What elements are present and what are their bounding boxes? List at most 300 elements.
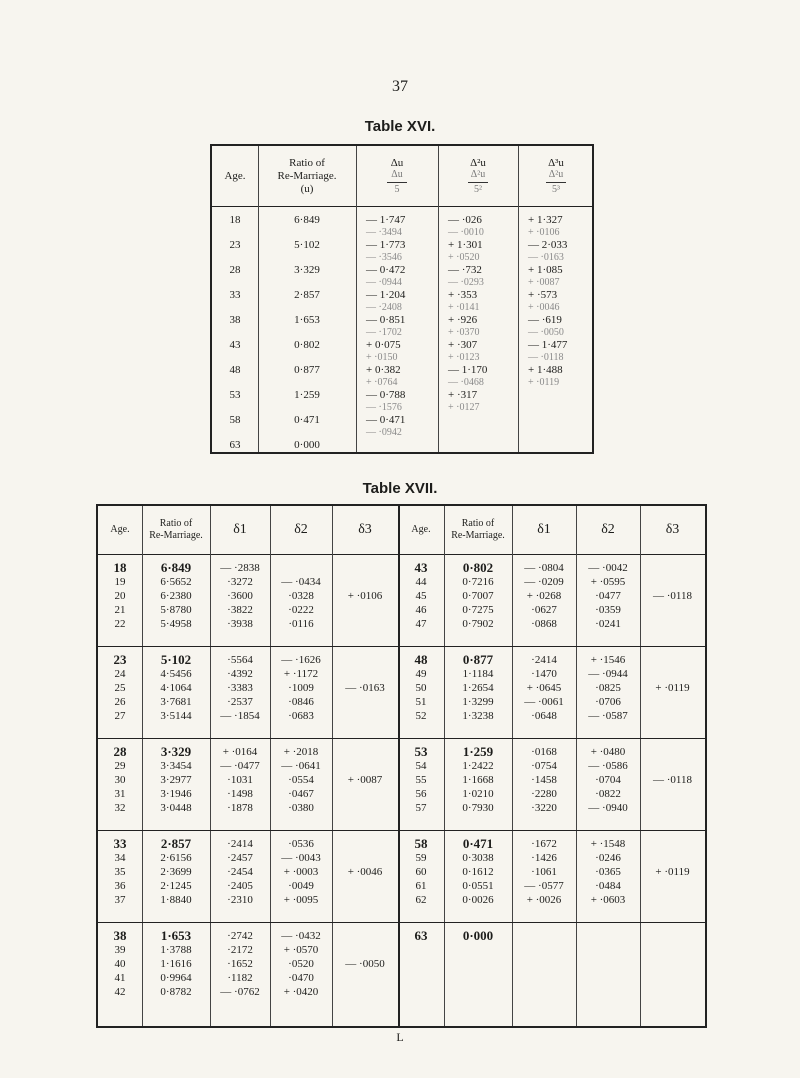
cell-d1: — ·2838 [220, 562, 260, 574]
cell-u: 3·5144 [160, 710, 192, 722]
cell-u: 0·1612 [462, 866, 494, 878]
cell-age: 32 [114, 802, 126, 814]
cell-d3: + ·0046 [347, 866, 383, 878]
header-ratio-right [444, 506, 512, 554]
cell-u: 3·3454 [160, 760, 192, 772]
table-row [212, 439, 592, 454]
cell-d2: + ·1546 [590, 654, 626, 666]
cell-d3: — 1·477 [528, 339, 568, 351]
header-delta2-rule [468, 182, 488, 183]
cell-u: 1·259 [462, 744, 494, 759]
header-ratio-line1: Ratio of [461, 518, 495, 529]
cell-d2 [576, 972, 640, 984]
cell-d2: + ·0570 [283, 944, 319, 956]
cell-age: 60 [415, 866, 427, 878]
header-delta3-left [332, 506, 398, 554]
cell-d2: — ·0468 [448, 376, 484, 388]
header-delta3 [518, 146, 594, 206]
cell-d1: — 1·747 [366, 214, 406, 226]
cell-d1: ·0648 [531, 710, 557, 722]
cell-u: 1·653 [294, 314, 320, 326]
cell-d2: ·1009 [288, 682, 314, 694]
cell-d1: ·1878 [227, 802, 253, 814]
cell-d1: — 0·851 [366, 314, 406, 326]
cell-d1: ·4392 [227, 668, 253, 680]
cell-d2: — ·0586 [588, 760, 628, 772]
cell-d3: + ·573 [528, 289, 558, 301]
cell-u: 3·0448 [160, 802, 192, 814]
cell-d2: ·0241 [595, 618, 621, 630]
cell-d1: ·1061 [531, 866, 557, 878]
cell-d1: ·1426 [531, 852, 557, 864]
cell-age [398, 958, 444, 970]
cell-u [444, 986, 512, 998]
cell-d3: + ·0046 [528, 301, 560, 313]
cell-d2: + ·1172 [283, 668, 319, 680]
cell-d1: ·0627 [531, 604, 557, 616]
cell-d1: ·2742 [227, 930, 253, 942]
cell-age: 43 [229, 339, 241, 351]
cell-age: 33 [229, 289, 241, 301]
cell-d2: ·0822 [595, 788, 621, 800]
cell-age: 56 [415, 788, 427, 800]
cell-d2: — ·0940 [588, 802, 628, 814]
cell-d2: — ·0434 [281, 576, 321, 588]
header-delta1-label: δ1 [233, 522, 247, 537]
cell-age: 43 [414, 560, 428, 575]
cell-d1: — ·0477 [220, 760, 260, 772]
cell-d1: — 0·472 [366, 264, 406, 276]
cell-d2: ·0520 [288, 958, 314, 970]
group-separator [98, 646, 705, 647]
cell-d2: + ·0127 [448, 401, 480, 413]
cell-d2: ·0825 [595, 682, 621, 694]
cell-d2: — ·0293 [448, 276, 484, 288]
cell-age: 46 [415, 604, 427, 616]
column-divider [640, 506, 641, 1026]
cell-d1: + ·0026 [526, 894, 562, 906]
cell-d1: — 0·471 [366, 414, 406, 426]
cell-d1: — ·0209 [524, 576, 564, 588]
header-delta1-left [210, 506, 270, 554]
cell-d1: + ·0764 [366, 376, 398, 388]
table-16-header [212, 146, 592, 207]
cell-d1: ·0868 [531, 618, 557, 630]
cell-d3: + ·0119 [528, 376, 560, 388]
header-ratio-left [142, 506, 210, 554]
cell-d1: — 0·788 [366, 389, 406, 401]
cell-d1: — ·0944 [366, 276, 402, 288]
cell-u: 4·5456 [160, 668, 192, 680]
cell-d1: — ·3494 [366, 226, 402, 238]
cell-d1 [512, 930, 576, 942]
header-age [212, 146, 258, 206]
cell-u: 1·1668 [462, 774, 494, 786]
group-separator [98, 922, 705, 923]
cell-d2: — ·026 [448, 214, 482, 226]
cell-d2 [270, 562, 332, 574]
cell-u: 1·3238 [462, 710, 494, 722]
cell-age: 27 [114, 710, 126, 722]
cell-d1: ·1498 [227, 788, 253, 800]
cell-u: 2·857 [294, 289, 320, 301]
cell-d1: — ·0804 [524, 562, 564, 574]
cell-d3: + ·0119 [655, 682, 690, 694]
cell-age [398, 986, 444, 998]
cell-u: 0·8782 [160, 986, 192, 998]
cell-u: 5·102 [160, 652, 192, 667]
header-delta2-label: δ2 [294, 522, 308, 537]
cell-u: 1·1616 [160, 958, 192, 970]
cell-d2: + ·0003 [283, 866, 319, 878]
cell-d3: + 1·085 [528, 264, 563, 276]
cell-age: 53 [229, 389, 241, 401]
cell-d2: — ·0587 [588, 710, 628, 722]
cell-age: 22 [114, 618, 126, 630]
cell-d2: ·0365 [595, 866, 621, 878]
cell-u: 0·000 [294, 439, 320, 451]
cell-d1: ·2414 [531, 654, 557, 666]
cell-d2: + ·317 [448, 389, 478, 401]
cell-age: 40 [114, 958, 126, 970]
cell-age: 48 [229, 364, 241, 376]
cell-d3: — ·0118 [528, 351, 564, 363]
cell-age: 53 [414, 744, 428, 759]
header-delta2-top: Δ²u [470, 156, 486, 169]
cell-d1: ·3600 [227, 590, 253, 602]
cell-d2: ·0222 [288, 604, 314, 616]
cell-d2: ·0467 [288, 788, 314, 800]
cell-d1: + ·0268 [526, 590, 562, 602]
header-delta2-right [576, 506, 640, 554]
cell-d2: ·0380 [288, 802, 314, 814]
cell-d2: — ·0043 [281, 852, 321, 864]
cell-age: 23 [229, 239, 241, 251]
cell-age: 38 [229, 314, 241, 326]
cell-u: 1·259 [294, 389, 320, 401]
cell-age: 33 [113, 836, 127, 851]
cell-d3: — ·619 [528, 314, 562, 326]
header-ratio-line3: (u) [300, 182, 314, 195]
header-delta1-bottom: 5 [394, 183, 400, 195]
cell-age: 55 [415, 774, 427, 786]
cell-d1: — ·2408 [366, 301, 402, 313]
cell-d3: + ·0106 [528, 226, 560, 238]
cell-d1: + ·0150 [366, 351, 398, 363]
cell-age: 42 [114, 986, 126, 998]
cell-d1: ·2414 [227, 838, 253, 850]
cell-d2: ·0246 [595, 852, 621, 864]
header-delta2 [438, 146, 518, 206]
cell-u: 6·5652 [160, 576, 192, 588]
table-16 [210, 144, 594, 454]
cell-u: 0·7007 [462, 590, 494, 602]
cell-u [444, 972, 512, 984]
header-delta3-label: δ3 [665, 522, 680, 537]
header-delta3-label: δ3 [358, 522, 372, 537]
cell-age: 50 [415, 682, 427, 694]
cell-d1: — ·1702 [366, 326, 402, 338]
cell-u: 1·2422 [462, 760, 494, 772]
cell-age: 34 [114, 852, 126, 864]
cell-d2: — ·0042 [588, 562, 628, 574]
cell-age: 61 [415, 880, 427, 892]
cell-d1: + ·0645 [526, 682, 562, 694]
header-age-label: Age. [224, 169, 246, 182]
header-ratio-line2: Re-Marriage. [277, 169, 337, 182]
header-delta2-label: δ2 [601, 522, 615, 537]
cell-d1: — ·1854 [220, 710, 260, 722]
cell-d1: + 0·075 [366, 339, 401, 351]
cell-d1: ·0168 [531, 746, 557, 758]
cell-d3: + 1·488 [528, 364, 563, 376]
cell-d1 [512, 958, 576, 970]
cell-d2: ·0470 [288, 972, 314, 984]
cell-d2: ·0554 [288, 774, 314, 786]
cell-d2 [576, 986, 640, 998]
cell-d2: — ·0010 [448, 226, 484, 238]
cell-d1: ·2310 [227, 894, 253, 906]
cell-d2: + ·2018 [283, 746, 319, 758]
cell-d1: — ·1576 [366, 401, 402, 413]
cell-d2: ·0328 [288, 590, 314, 602]
cell-d2: ·0536 [288, 838, 314, 850]
cell-d2: + ·0480 [590, 746, 626, 758]
cell-u: 0·802 [462, 560, 494, 575]
cell-d2: + ·0141 [448, 301, 480, 313]
header-delta3-rule [546, 182, 566, 183]
cell-d3: + ·0119 [655, 866, 690, 878]
cell-d1: + ·0164 [222, 746, 258, 758]
cell-u: 3·329 [294, 264, 320, 276]
cell-age: 19 [114, 576, 126, 588]
cell-d1: — ·0061 [524, 696, 564, 708]
cell-u: 6·2380 [160, 590, 192, 602]
cell-age: 57 [415, 802, 427, 814]
cell-d1: ·3822 [227, 604, 253, 616]
cell-age: 29 [114, 760, 126, 772]
cell-age: 20 [114, 590, 126, 602]
cell-age: 44 [415, 576, 427, 588]
cell-u: 2·3699 [160, 866, 192, 878]
cell-age: 24 [114, 668, 126, 680]
cell-d2: + ·0520 [448, 251, 480, 263]
page-number: 37 [392, 78, 408, 95]
cell-d3: + ·0106 [347, 590, 383, 602]
cell-u: 0·802 [294, 339, 320, 351]
cell-u: 1·3299 [462, 696, 494, 708]
cell-u: 0·7930 [462, 802, 494, 814]
cell-u: 1·0210 [462, 788, 494, 800]
cell-d2: ·0049 [288, 880, 314, 892]
cell-d3: — 2·033 [528, 239, 568, 251]
cell-u: 5·4958 [160, 618, 192, 630]
table-17 [96, 504, 707, 1028]
cell-d1: — ·0942 [366, 426, 402, 438]
cell-age: 63 [229, 439, 241, 451]
cell-d3: — ·0050 [528, 326, 564, 338]
cell-u: 1·3788 [160, 944, 192, 956]
cell-u: 0·9964 [160, 972, 192, 984]
cell-d1 [512, 972, 576, 984]
cell-d3: + ·0087 [347, 774, 383, 786]
group-separator [98, 738, 705, 739]
cell-u [444, 958, 512, 970]
cell-age: 51 [415, 696, 427, 708]
cell-age: 31 [114, 788, 126, 800]
cell-age: 23 [113, 652, 127, 667]
cell-d1: ·5564 [227, 654, 253, 666]
cell-d2: — ·732 [448, 264, 482, 276]
cell-age: 54 [415, 760, 427, 772]
cell-d1: ·0754 [531, 760, 557, 772]
cell-d1: — 1·204 [366, 289, 406, 301]
cell-age: 48 [414, 652, 428, 667]
cell-u: 1·2654 [462, 682, 494, 694]
cell-d2: + ·1548 [590, 838, 626, 850]
header-delta3-top: Δ³u [548, 156, 564, 169]
cell-age: 39 [114, 944, 126, 956]
cell-d2: + ·0603 [590, 894, 626, 906]
cell-u: 5·8780 [160, 604, 192, 616]
cell-d2: — ·0944 [588, 668, 628, 680]
header-delta2-bottom: 5² [474, 183, 482, 195]
cell-age: 35 [114, 866, 126, 878]
table-17-title: Table XVII. [362, 480, 438, 497]
cell-d1: ·3272 [227, 576, 253, 588]
cell-u: 2·1245 [160, 880, 192, 892]
cell-d1 [512, 944, 576, 956]
cell-age: 63 [414, 928, 428, 943]
cell-d3: — ·0118 [652, 590, 692, 602]
cell-d1: — 1·773 [366, 239, 406, 251]
cell-age: 18 [229, 214, 241, 226]
cell-u: 1·653 [160, 928, 192, 943]
cell-u: 2·6156 [160, 852, 192, 864]
cell-age: 18 [113, 560, 127, 575]
cell-d2: ·0359 [595, 604, 621, 616]
cell-d1: ·2405 [227, 880, 253, 892]
cell-age: 59 [415, 852, 427, 864]
cell-u: 1·1184 [462, 668, 494, 680]
cell-d2: ·0116 [288, 618, 314, 630]
cell-d1: ·1182 [227, 972, 253, 984]
header-delta1-rule [387, 182, 407, 183]
cell-d1: ·1652 [227, 958, 253, 970]
cell-d1: ·2454 [227, 866, 253, 878]
footer-signature-mark: L [396, 1030, 404, 1044]
cell-u: 0·471 [462, 836, 494, 851]
header-delta1-label: δ1 [537, 522, 551, 537]
header-ratio-line2: Re-Marriage. [149, 530, 203, 541]
cell-u: 2·857 [160, 836, 192, 851]
cell-u: 6·849 [160, 560, 192, 575]
header-delta2-mid: Δ²u [470, 168, 486, 180]
header-delta3-bottom: 5³ [552, 183, 560, 195]
cell-age: 49 [415, 668, 427, 680]
cell-age: 38 [113, 928, 127, 943]
cell-u: 3·1946 [160, 788, 192, 800]
cell-d2: ·0484 [595, 880, 621, 892]
cell-u: 1·8840 [160, 894, 192, 906]
cell-d2 [576, 944, 640, 956]
cell-u: 0·7275 [462, 604, 494, 616]
cell-age: 47 [415, 618, 427, 630]
cell-d1: — ·0762 [220, 986, 260, 998]
cell-age: 36 [114, 880, 126, 892]
column-divider [332, 506, 333, 1026]
cell-age: 62 [415, 894, 427, 906]
cell-d3: — ·0050 [345, 958, 385, 970]
cell-d1: ·2280 [531, 788, 557, 800]
cell-age: 37 [114, 894, 126, 906]
cell-d1: ·2172 [227, 944, 253, 956]
group-separator [98, 830, 705, 831]
cell-u: 6·849 [294, 214, 320, 226]
table-17-header [98, 506, 705, 555]
cell-d2: + ·0370 [448, 326, 480, 338]
cell-d1: ·1458 [531, 774, 557, 786]
cell-u: 0·0026 [462, 894, 494, 906]
cell-d1: ·1031 [227, 774, 253, 786]
cell-d2 [576, 930, 640, 942]
header-delta1-mid: Δu [391, 168, 403, 180]
cell-age: 52 [415, 710, 427, 722]
table-16-title: Table XVI. [364, 118, 436, 135]
header-delta1 [356, 146, 438, 206]
header-age-label: Age. [110, 524, 130, 535]
header-delta2-left [270, 506, 332, 554]
cell-d2: + ·0095 [283, 894, 319, 906]
cell-age [398, 972, 444, 984]
cell-d1: ·3383 [227, 682, 253, 694]
cell-d2: + ·0123 [448, 351, 480, 363]
cell-d2: — ·0432 [281, 930, 321, 942]
cell-d2: + ·0595 [590, 576, 626, 588]
cell-d1: — ·3546 [366, 251, 402, 263]
cell-d1: ·3938 [227, 618, 253, 630]
cell-u: 0·3038 [462, 852, 494, 864]
header-age-left [98, 506, 142, 554]
header-ratio [258, 146, 356, 206]
cell-d2: + ·926 [448, 314, 478, 326]
cell-d1: ·2457 [227, 852, 253, 864]
cell-d2: ·0846 [288, 696, 314, 708]
cell-d2: — ·0641 [281, 760, 321, 772]
cell-age: 41 [114, 972, 126, 984]
cell-d3: — ·0163 [345, 682, 385, 694]
cell-age: 25 [114, 682, 126, 694]
cell-u: 0·877 [294, 364, 320, 376]
cell-u: 0·7216 [462, 576, 494, 588]
cell-age: 45 [415, 590, 427, 602]
cell-age: 30 [114, 774, 126, 786]
header-ratio-line2: Re-Marriage. [451, 530, 505, 541]
cell-u: 3·7681 [160, 696, 192, 708]
cell-d2: + ·0420 [283, 986, 319, 998]
header-ratio-line1: Ratio of [159, 518, 193, 529]
cell-d2: ·0477 [595, 590, 621, 602]
cell-age: 28 [113, 744, 127, 759]
cell-d2: ·0683 [288, 710, 314, 722]
cell-d1: ·3220 [531, 802, 557, 814]
header-age-label: Age. [411, 524, 431, 535]
cell-d3: + 1·327 [528, 214, 563, 226]
header-delta1-right [512, 506, 576, 554]
cell-u: 0·877 [462, 652, 494, 667]
cell-d3: — ·0118 [652, 774, 692, 786]
cell-u: 4·1064 [160, 682, 192, 694]
